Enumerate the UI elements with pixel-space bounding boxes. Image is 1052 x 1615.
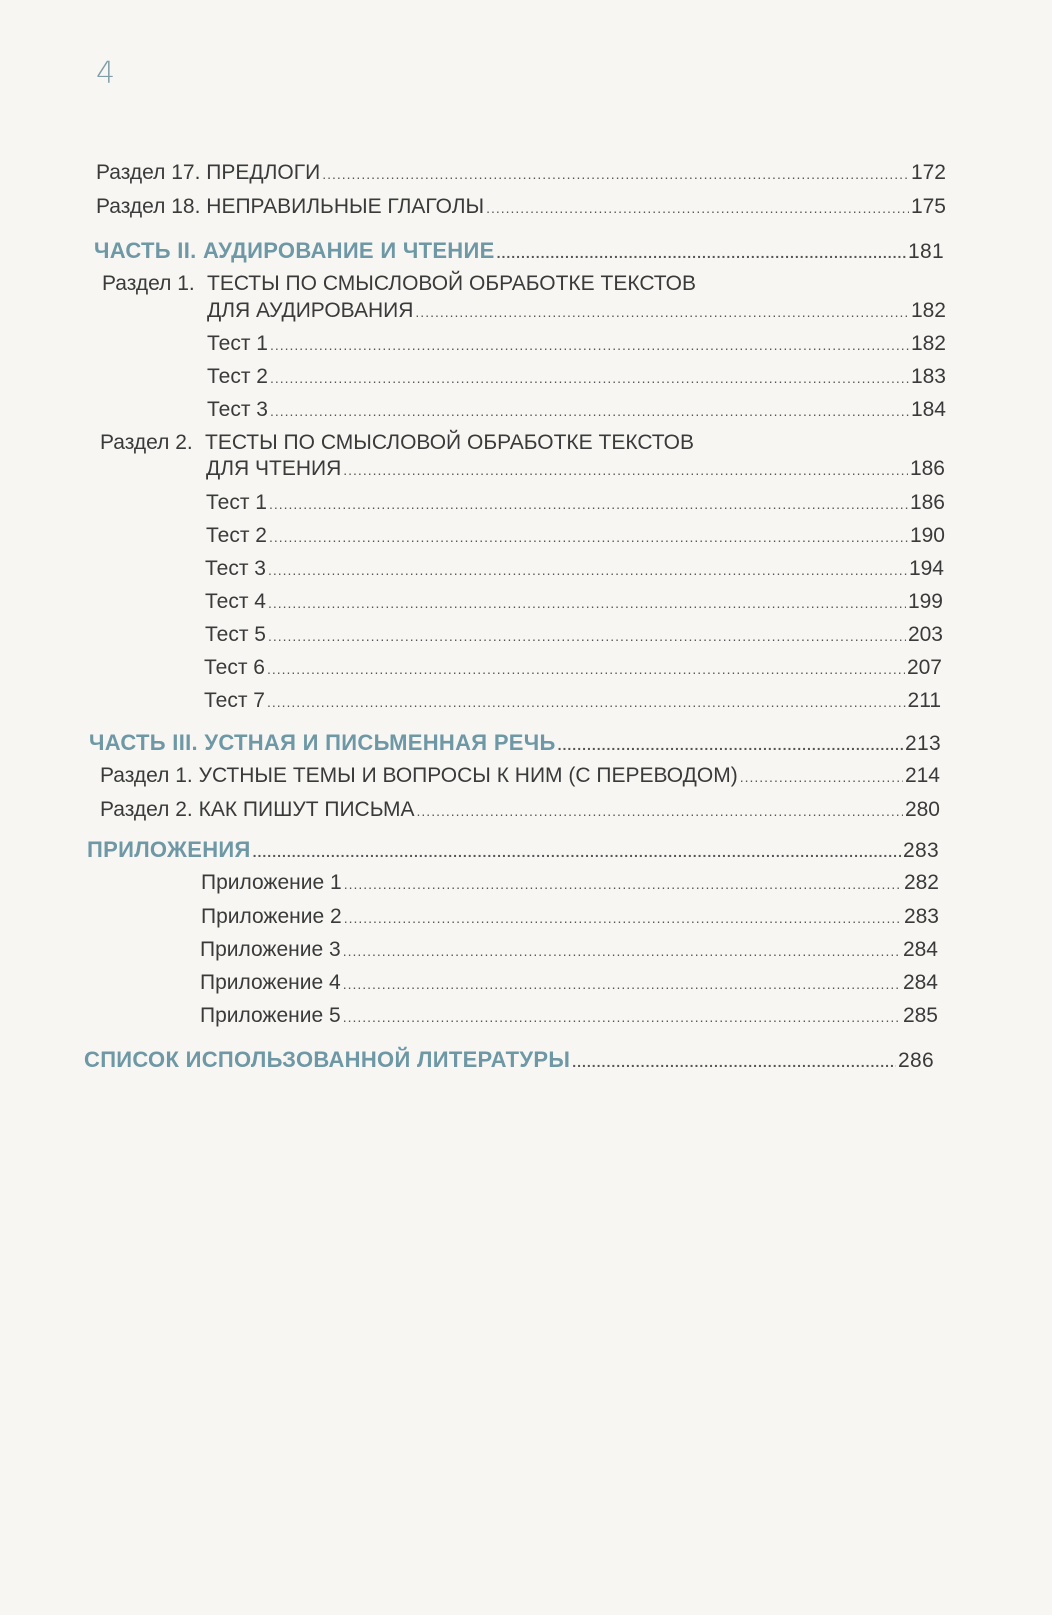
entry-page: 194 (908, 557, 944, 580)
dot-leader (486, 195, 909, 221)
entry-title: Приложение 3 (200, 938, 341, 961)
entry-title: Тест 4 (205, 590, 266, 613)
dot-leader (415, 299, 909, 325)
dot-leader (268, 590, 906, 616)
entry-page: 203 (907, 623, 943, 646)
dot-leader (572, 1049, 896, 1075)
toc-part-heading[interactable] (94, 238, 944, 266)
dot-leader (268, 557, 907, 583)
entry-page: 207 (906, 656, 942, 679)
dot-leader (267, 689, 906, 715)
entry-title: Приложение 2 (201, 905, 342, 928)
entry-page: 283 (903, 905, 939, 928)
entry-prefix: Раздел 2. (100, 798, 193, 821)
dot-leader (344, 905, 902, 931)
entry-title: Приложение 1 (201, 871, 342, 894)
dot-leader (497, 240, 906, 266)
toc-part-heading[interactable] (84, 1047, 934, 1075)
entry-title: Тест 5 (205, 623, 266, 646)
toc-entry[interactable] (96, 160, 946, 187)
dot-leader (343, 971, 901, 997)
toc-part-heading[interactable] (87, 837, 939, 865)
dot-leader (740, 764, 903, 790)
dot-leader (417, 798, 903, 824)
toc-entry[interactable] (207, 397, 946, 424)
entry-prefix: Раздел 17. (96, 161, 201, 184)
toc-entry[interactable] (200, 970, 938, 997)
entry-page: 184 (910, 398, 946, 421)
toc-entry[interactable] (100, 797, 940, 824)
entry-page: 280 (904, 798, 940, 821)
entry-page: 172 (910, 161, 946, 184)
dot-leader (344, 871, 902, 897)
dot-leader (267, 656, 905, 682)
entry-title: Тест 2 (206, 524, 267, 547)
entry-title: Тест 7 (204, 689, 265, 712)
entry-title: Тест 3 (205, 557, 266, 580)
entry-title: Тест 2 (207, 365, 268, 388)
toc-entry[interactable] (204, 655, 942, 682)
toc-entry[interactable] (200, 1003, 938, 1030)
dot-leader (558, 732, 903, 758)
entry-title: УСТНЫЕ ТЕМЫ И ВОПРОСЫ К НИМ (С ПЕРЕВОДОМ) (198, 764, 738, 787)
dot-leader (343, 457, 908, 483)
toc-entry[interactable] (204, 688, 941, 715)
entry-title: ЧАСТЬ II. АУДИРОВАНИЕ И ЧТЕНИЕ (94, 238, 495, 263)
entry-title: КАК ПИШУТ ПИСЬМА (198, 798, 415, 821)
toc-entry-first-line (102, 271, 696, 297)
dot-leader (270, 332, 909, 358)
dot-leader (270, 398, 909, 424)
entry-title: ПРИЛОЖЕНИЯ (87, 837, 251, 862)
entry-title: ТЕСТЫ ПО СМЫСЛОВОЙ ОБРАБОТКЕ ТЕКСТОВ (205, 431, 695, 454)
dot-leader (269, 491, 908, 517)
entry-page: 186 (909, 491, 945, 514)
dot-leader (322, 161, 909, 187)
toc-part-heading[interactable] (89, 730, 941, 758)
entry-title-continued: ДЛЯ АУДИРОВАНИЯ (207, 299, 414, 322)
dot-leader (343, 1004, 901, 1030)
toc-entry[interactable] (206, 456, 945, 483)
entry-page: 182 (910, 299, 946, 322)
toc-entry[interactable] (206, 523, 945, 550)
toc-entry-first-line (100, 430, 694, 456)
entry-title: Приложение 4 (200, 971, 341, 994)
entry-title: Тест 3 (207, 398, 268, 421)
toc-entry[interactable] (207, 298, 946, 325)
entry-page: 175 (910, 195, 946, 218)
toc-entry[interactable] (205, 556, 944, 583)
dot-leader (343, 938, 901, 964)
entry-prefix: Раздел 2. (100, 431, 193, 454)
toc-entry[interactable] (207, 364, 946, 391)
entry-page: 284 (902, 971, 938, 994)
entry-page: 285 (902, 1004, 938, 1027)
entry-title: Приложение 5 (200, 1004, 341, 1027)
entry-page: 190 (909, 524, 945, 547)
dot-leader (269, 524, 908, 550)
dot-leader (268, 623, 906, 649)
toc-entry[interactable] (100, 763, 940, 790)
entry-page: 183 (910, 365, 946, 388)
entry-prefix: Раздел 1. (102, 272, 195, 295)
entry-page: 181 (908, 240, 944, 263)
toc-entry[interactable] (205, 589, 943, 616)
entry-title: НЕПРАВИЛЬНЫЕ ГЛАГОЛЫ (206, 195, 485, 218)
toc-entry[interactable] (200, 937, 938, 964)
entry-page: 284 (902, 938, 938, 961)
entry-title: Тест 6 (204, 656, 265, 679)
entry-page: 182 (910, 332, 946, 355)
entry-prefix: Раздел 18. (96, 195, 201, 218)
entry-page: 214 (904, 764, 940, 787)
entry-page: 199 (907, 590, 943, 613)
toc-entry[interactable] (201, 904, 939, 931)
toc-entry[interactable] (206, 490, 945, 517)
entry-prefix: Раздел 1. (100, 764, 193, 787)
entry-title: Тест 1 (207, 332, 268, 355)
entry-title: ЧАСТЬ III. УСТНАЯ И ПИСЬМЕННАЯ РЕЧЬ (89, 730, 556, 755)
entry-page: 213 (905, 732, 941, 755)
entry-page: 282 (903, 871, 939, 894)
toc-entry[interactable] (201, 870, 939, 897)
entry-title: ПРЕДЛОГИ (206, 161, 321, 184)
entry-page: 286 (898, 1049, 934, 1072)
toc-entry[interactable] (205, 622, 943, 649)
dot-leader (270, 365, 909, 391)
entry-page: 283 (903, 839, 939, 862)
entry-title-continued: ДЛЯ ЧТЕНИЯ (206, 457, 342, 480)
entry-title: Тест 1 (206, 491, 267, 514)
toc-entry[interactable] (96, 194, 946, 221)
entry-page: 211 (907, 689, 941, 712)
entry-title: СПИСОК ИСПОЛЬЗОВАННОЙ ЛИТЕРАТУРЫ (84, 1047, 571, 1072)
toc-entry[interactable] (207, 331, 946, 358)
entry-title: ТЕСТЫ ПО СМЫСЛОВОЙ ОБРАБОТКЕ ТЕКСТОВ (207, 272, 697, 295)
dot-leader (253, 839, 901, 865)
page-number: 4 (96, 56, 116, 91)
entry-page: 186 (909, 457, 945, 480)
